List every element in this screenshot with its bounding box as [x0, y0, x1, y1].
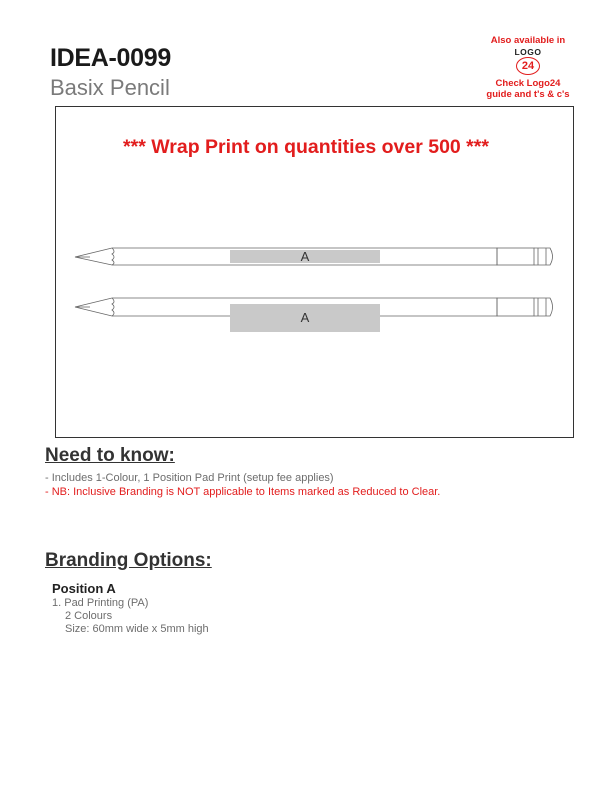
wrap-print-note: *** Wrap Print on quantities over 500 ***	[123, 136, 489, 158]
logo-number: 24	[516, 57, 540, 75]
option-size: Size: 60mm wide x 5mm high	[65, 623, 209, 635]
print-area-a-bottom: A	[230, 304, 380, 332]
position-a-title: Position A	[52, 581, 116, 596]
option-colours: 2 Colours	[65, 610, 113, 622]
print-area-a-top: A	[230, 250, 380, 263]
badge-top-text: Also available in	[490, 35, 566, 46]
branding-options-heading: Branding Options:	[45, 550, 212, 571]
need-to-know-heading: Need to know:	[45, 445, 175, 466]
need-to-know-line-1: - Includes 1-Colour, 1 Position Pad Print (setup fee applies)	[45, 472, 334, 484]
product-name: Basix Pencil	[50, 75, 170, 100]
need-to-know-line-2: - NB: Inclusive Branding is NOT applicable to Items marked as Reduced to Clear.	[45, 486, 441, 498]
product-code: IDEA-0099	[50, 44, 171, 72]
badge-bottom-line1: Check Logo24	[495, 78, 561, 89]
option-method: 1. Pad Printing (PA)	[52, 597, 149, 609]
badge-bottom-line2: guide and t's & c's	[486, 89, 570, 100]
logo-word: LOGO	[514, 47, 542, 57]
